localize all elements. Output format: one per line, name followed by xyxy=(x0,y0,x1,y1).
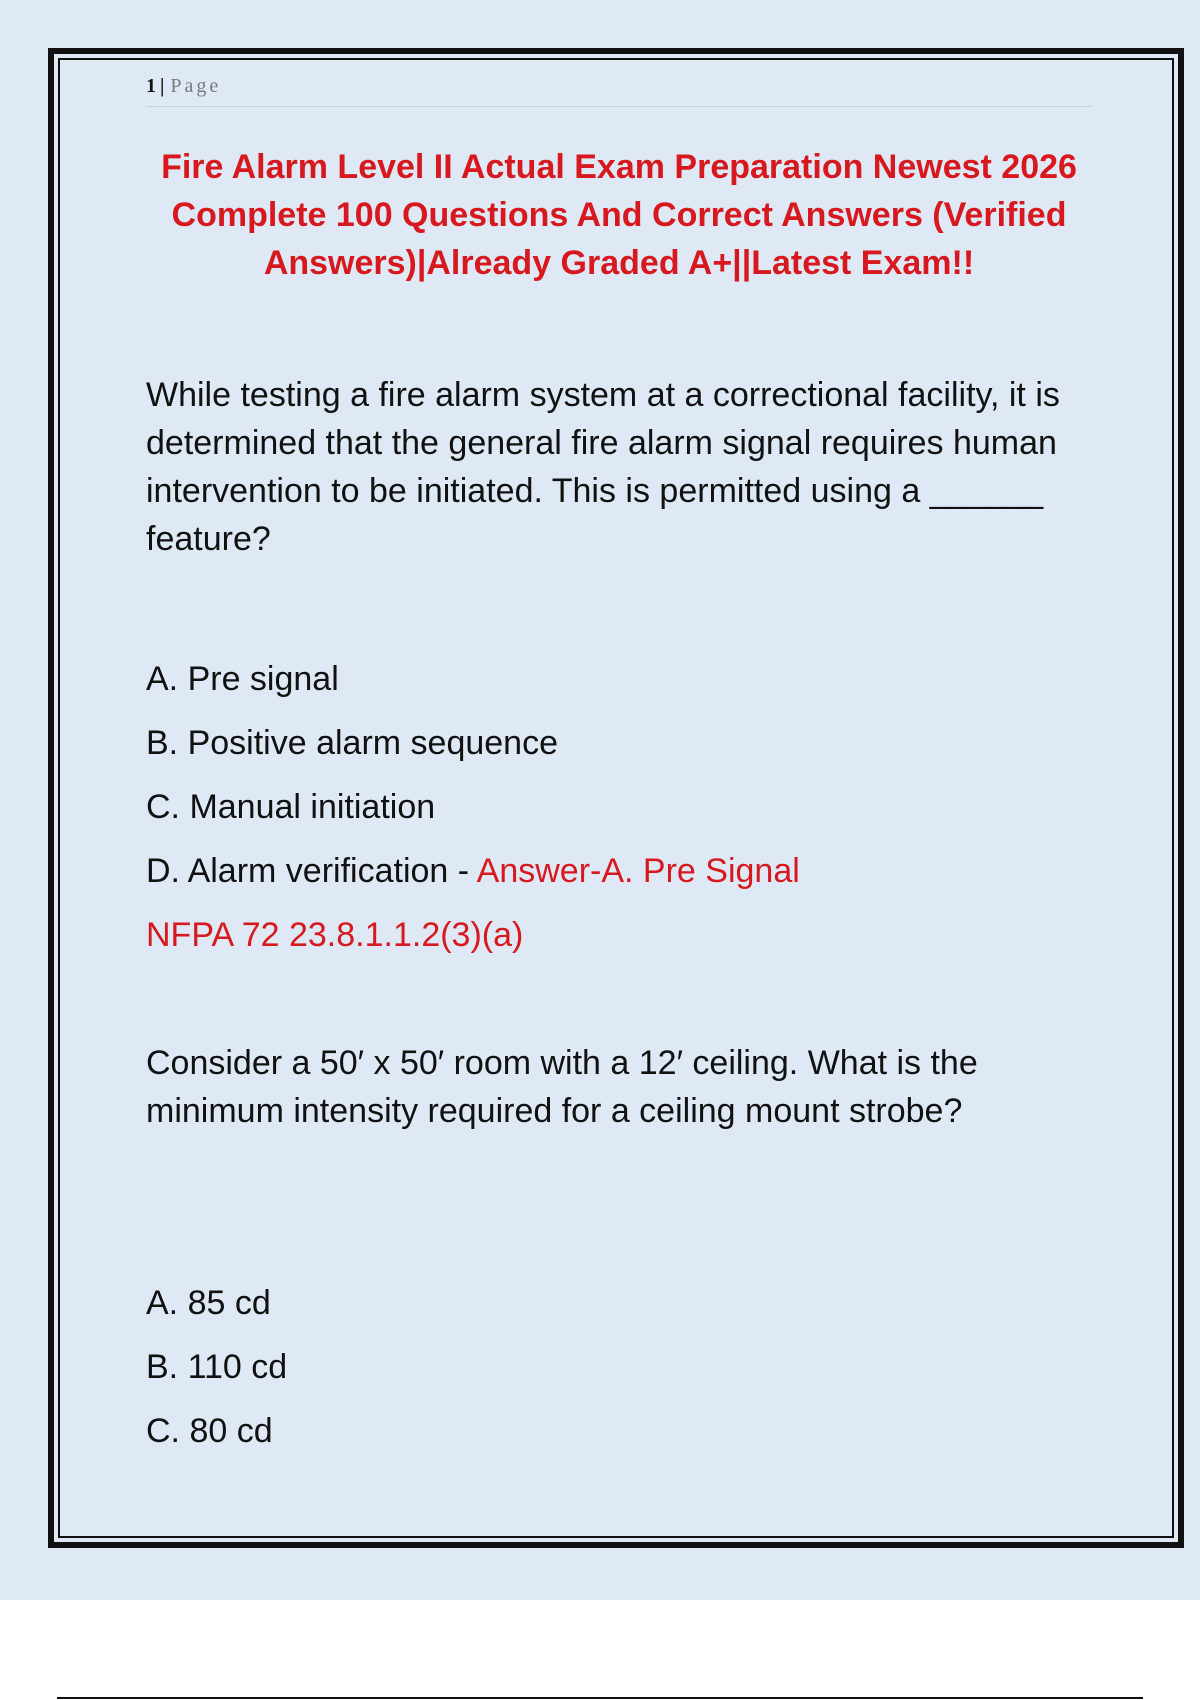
page-header-separator: | xyxy=(160,75,165,97)
question-1-answer: Answer-A. Pre Signal xyxy=(476,852,800,890)
question-2-option-c: C. 80 cd xyxy=(146,1412,273,1450)
page-label: Page xyxy=(170,75,222,97)
question-1-option-d-row xyxy=(146,839,1092,903)
question-2-text: Consider a 50′ x 50′ room with a 12′ ceiling. What is the minimum intensity required for a ceiling mount strobe? xyxy=(146,1044,978,1130)
page-content xyxy=(146,72,1092,1463)
question-1-reference: NFPA 72 23.8.1.1.2(3)(a) xyxy=(146,916,524,954)
question-1-text: While testing a fire alarm system at a correctional facility, it is determined that the general fire alarm signal requires human intervention to be initiated. This is permitted using a ______ feature? xyxy=(146,376,1060,558)
question-1-options xyxy=(146,647,1092,903)
document-title: Fire Alarm Level II Actual Exam Preparation Newest 2026 Complete 100 Questions And Correct Answers (Verified Answers)|Already Graded A+||Latest Exam!! xyxy=(161,148,1077,282)
question-1-option-d: D. Alarm verification - xyxy=(146,852,477,890)
page-number: 1 xyxy=(146,75,156,97)
bottom-divider xyxy=(57,1697,1143,1699)
question-2-options xyxy=(146,1271,1092,1463)
page-header xyxy=(146,72,1092,107)
question-1-option-b: B. Positive alarm sequence xyxy=(146,724,558,762)
question-2-option-a: A. 85 cd xyxy=(146,1284,271,1322)
question-1-option-a: A. Pre signal xyxy=(146,660,339,698)
question-2-option-b: B. 110 cd xyxy=(146,1348,288,1386)
question-1-option-c: C. Manual initiation xyxy=(146,788,436,826)
